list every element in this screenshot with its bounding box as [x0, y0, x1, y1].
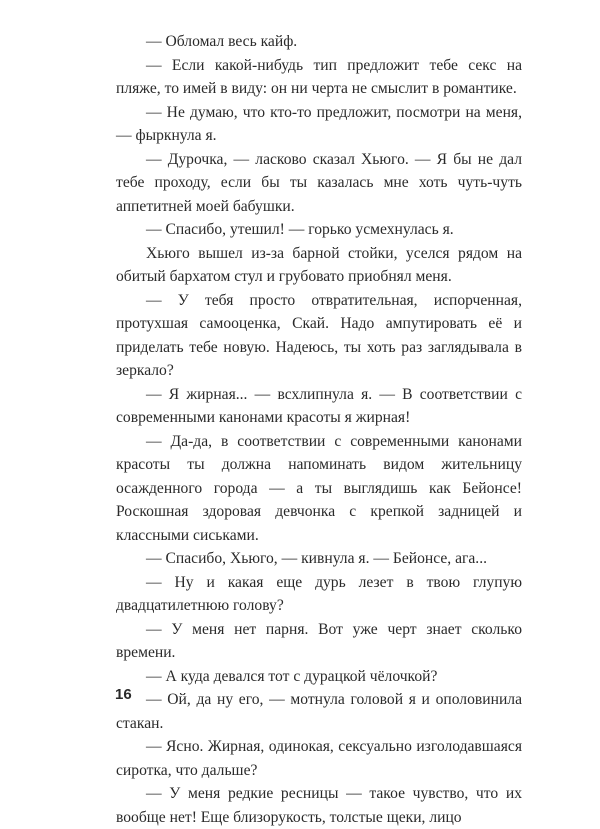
paragraph: — Дурочка, — ласково сказал Хьюго. — Я бы не дал тебе проходу, если бы ты казалась мне хоть чуть-чуть аппетитней моей бабушки. [116, 150, 522, 215]
paragraph: — Если какой-нибудь тип предложит тебе секс на пляже, то имей в виду: он ни черта не смыслит в романтике. [116, 56, 522, 97]
paragraph: Хьюго вышел из-за барной стойки, уселся рядом на обитый бархатом стул и грубовато приобнял меня. [116, 244, 522, 285]
paragraph: — Не думаю, что кто-то предложит, посмотри на меня, — фыркнула я. [116, 103, 522, 144]
paragraph: — У меня редкие ресницы — такое чувство, что их вообще нет! Еще близорукость, толстые щеки, лицо [116, 785, 522, 826]
paragraph: — Обломал весь кайф. [146, 33, 298, 50]
paragraph: — Я жирная... — всхлипнула я. — В соответствии с современными канонами красоты я жирная! [116, 385, 522, 426]
paragraph: — Ясно. Жирная, одинокая, сексуально изголодавшаяся сиротка, что дальше? [116, 738, 522, 779]
paragraph: — Ой, да ну его, — мотнула головой я и ополовинила стакан. [116, 691, 522, 732]
paragraph: — Ну и какая еще дурь лезет в твою глупую двадцатилетнюю голову? [116, 573, 522, 614]
paragraph: — Спасибо, утешил! — горько усмехнулась я. [146, 221, 454, 238]
paragraph: — А куда девался тот с дурацкой чёлочкой? [146, 667, 438, 685]
paragraph: — Да-да, в соответствии с современными канонами красоты ты должна напоминать видом жительницу осажденного города — а ты выглядишь как Бейонсе! Роскошная здоровая девчонка с крепкой задницей и классными сиськами. [116, 432, 522, 544]
paragraph: — У меня нет парня. Вот уже черт знает сколько времени. [116, 620, 522, 661]
paragraph: — Спасибо, Хьюго, — кивнула я. — Бейонсе, ага... [146, 550, 487, 567]
paragraph: — У тебя просто отвратительная, испорченная, протухшая самооценка, Скай. Надо ампутировать её и приделать тебе новую. Надеюсь, ты хоть раз заглядывала в зеркало? [116, 291, 522, 379]
page-number: 16 [115, 686, 132, 703]
page-text [116, 30, 522, 829]
